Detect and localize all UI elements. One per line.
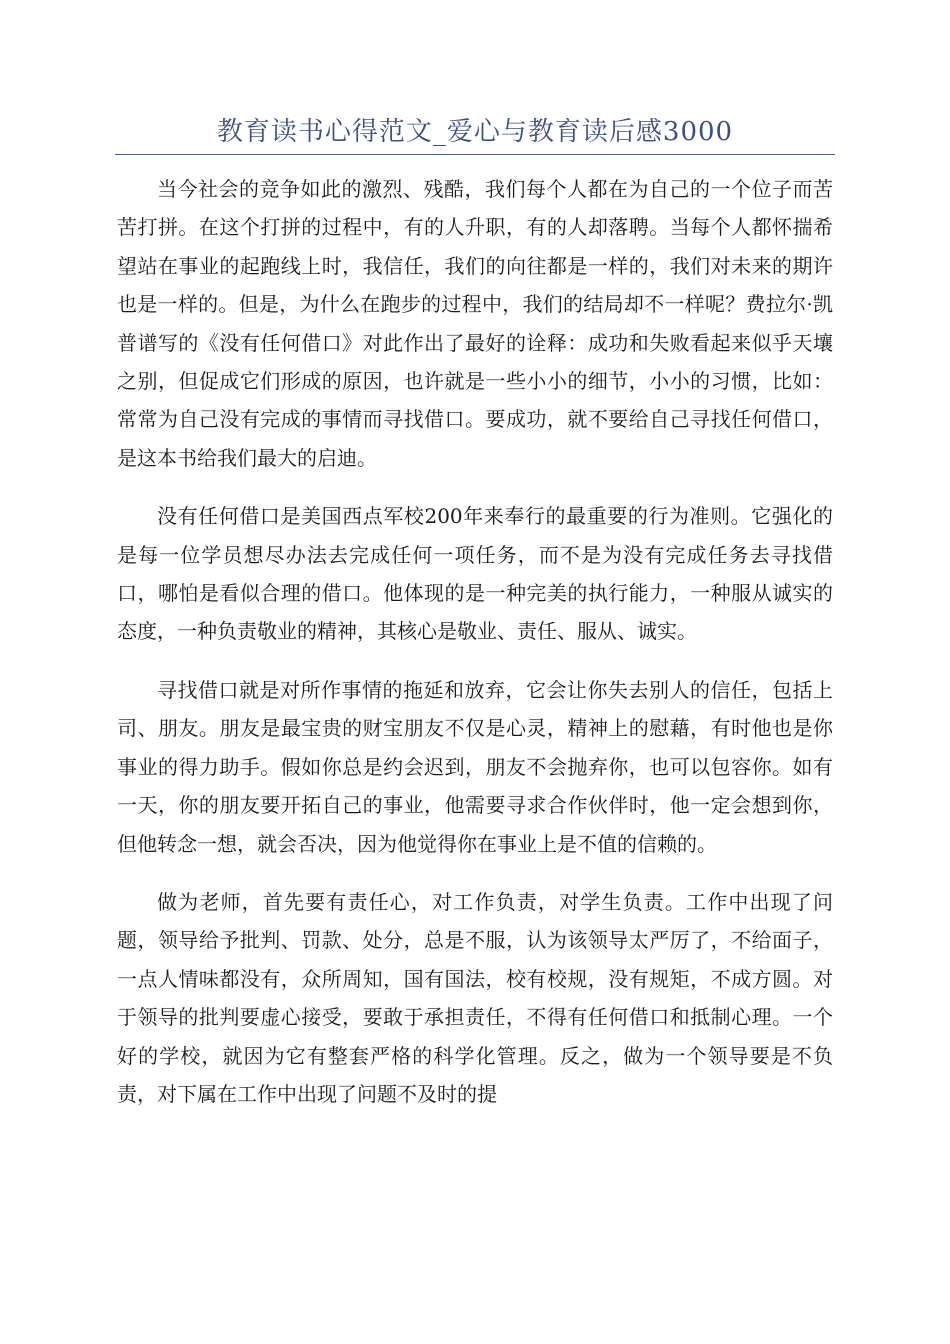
document-body (117, 170, 833, 1133)
title-underline (115, 154, 835, 155)
paragraph-4: 做为老师，首先要有责任心，对工作负责，对学生负责。工作中出现了问题，领导给予批判、罚款、处分，总是不服，认为该领导太严厉了，不给面子，一点人情味都没有，众所周知，国有国法，校有校规，没有规矩，不成方圆。对于领导的批判要虚心接受，要敢于承担责任，不得有任何借口和抵制心理。一个好的学校，就因为它有整套严格的科学化管理。反之，做为一个领导要是不负责，对下属在工作中出现了问题不及时的提 (117, 889, 833, 1106)
paragraph-3: 寻找借口就是对所作事情的拖延和放弃，它会让你失去别人的信任，包括上司、朋友。朋友是最宝贵的财宝朋友不仅是心灵，精神上的慰藉，有时他也是你事业的得力助手。假如你总是约会迟到，朋友不会抛弃你，也可以包容你。如有一天，你的朋友要开拓自己的事业，他需要寻求合作伙伴时，他一定会想到你，但他转念一想，就会否决，因为他觉得你在事业上是不值的信赖的。 (117, 677, 833, 856)
paragraph-1: 当今社会的竞争如此的激烈、残酷，我们每个人都在为自己的一个位子而苦苦打拼。在这个打拼的过程中，有的人升职，有的人却落聘。当每个人都怀揣希望站在事业的起跑线上时，我信任，我们的向往都是一样的，我们对未来的期许也是一样的。但是，为什么在跑步的过程中，我们的结局却不一样呢？费拉尔·凯普谱写的《没有任何借口》对此作出了最好的诠释：成功和失败看起来似乎天壤之别，但促成它们形成的原因，也许就是一些小小的细节，小小的习惯，比如：常常为自己没有完成的事情而寻找借口。要成功，就不要给自己寻找任何借口，是这本书给我们最大的启迪。 (117, 177, 833, 470)
document-title: 教育读书心得范文_爱心与教育读后感3000 (216, 117, 734, 147)
paragraph-2: 没有任何借口是美国西点军校200年来奉行的最重要的行为准则。它强化的是每一位学员想尽办法去完成任何一项任务，而不是为没有完成任务去寻找借口，哪怕是看似合理的借口。他体现的是一种完美的执行能力，一种服从诚实的态度，一种负责敬业的精神，其核心是敬业、责任、服从、诚实。 (117, 504, 833, 644)
